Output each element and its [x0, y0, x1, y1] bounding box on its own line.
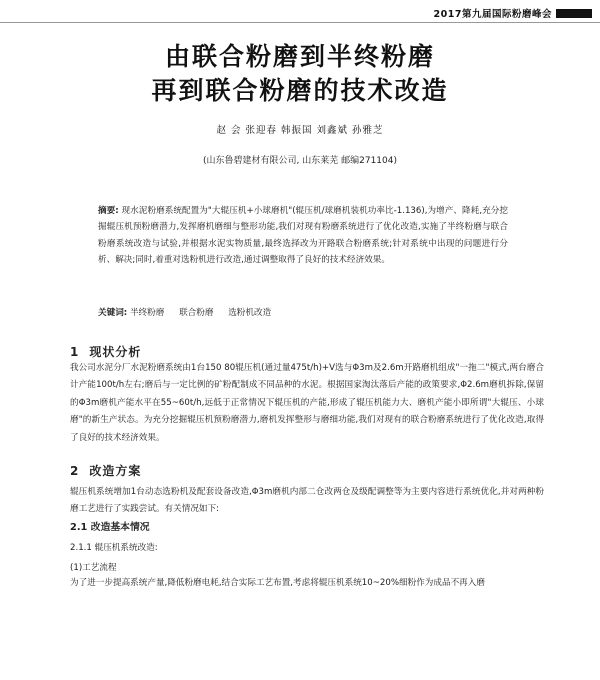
- section-heading-2: [70, 462, 141, 479]
- section-number: 2: [70, 464, 80, 478]
- keyword: 联合粉磨: [179, 308, 214, 318]
- section-1-paragraph: 我公司水泥分厂水泥粉磨系统由1台150 80辊压机(通过量475t/h)+V选与Φ3m及2.6m开路磨机组成"一拖二"模式,两台磨合计产能100t/h左右;磨后与一定比例的矿粉配制成不同品种的水泥。根据国家淘汰落后产能的政策要求,Φ2.6m磨机拆除,保留的Φ3m磨机产能水平在55~60t/h,远低于正常情况下辊压机的产能,形成了辊压机能力大、磨机产能小即所谓"大辊压、小球磨"的新生产状态。为充分挖掘辊压机预粉磨潜力,磨机发挥整形与磨细功能,我们对现有的联合粉磨系统进行了优化改造,取得了良好的技术经济效果。: [70, 363, 544, 443]
- keyword: 半终粉磨: [129, 308, 165, 318]
- keywords: [98, 306, 508, 318]
- keyword: 选粉机改造: [228, 308, 272, 318]
- list-item-label: (1)工艺流程: [70, 563, 117, 573]
- subsection-title: 改造基本情况: [90, 522, 150, 533]
- subsubsection-heading: [70, 541, 158, 553]
- header-divider: [0, 22, 600, 23]
- paper-title-line-2: 再到联合粉磨的技术改造: [151, 76, 449, 105]
- affiliation: (山东鲁碧建材有限公司, 山东莱芜 邮编271104): [203, 156, 397, 166]
- section-title: 改造方案: [89, 464, 142, 478]
- author-list: 赵 会 张迎春 韩振国 刘鑫斌 孙雅芝: [216, 125, 384, 136]
- paper-title-line-1: 由联合粉磨到半终粉磨: [164, 42, 435, 71]
- abstract-text: 现水泥粉磨系统配置为"大辊压机+小球磨机"(辊压机/球磨机装机功率比-1.136),为增产、降耗,充分挖掘辊压机预粉磨潜力,发挥磨机磨细与整形功能,我们对现有粉磨系统进行了优化改造,实施了半终粉磨与联合粉磨系统改造与试验,并根据水泥实物质量,最终选择改为开路联合粉磨系统;针对系统中出现的问题进行分析、解决;同时,着重对选粉机进行改造,通过调整取得了良好的技术经济效果。: [98, 206, 508, 265]
- abstract: [98, 203, 508, 268]
- subsection-number: 2.1: [70, 522, 88, 533]
- subsubsection-title: 辊压机系统改造:: [94, 543, 158, 553]
- header-bar-decoration: [556, 9, 592, 18]
- section-number: 1: [70, 345, 80, 359]
- abstract-label: 摘要:: [98, 206, 119, 216]
- section-2-paragraph: 辊压机系统增加1台动态选粉机及配套设备改造,Φ3m磨机内部二仓改两仓及级配调整等为主要内容进行系统优化,并对两种粉磨工艺进行了实践尝试。有关情况如下:: [70, 487, 544, 515]
- section-heading-1: [70, 343, 141, 360]
- section-title: 现状分析: [89, 345, 142, 359]
- subsection-heading: [70, 519, 150, 533]
- running-header: [434, 6, 592, 20]
- keywords-label: 关键词:: [98, 308, 128, 318]
- conference-name: 2017第九届国际粉磨峰会: [433, 9, 552, 20]
- subsubsection-number: 2.1.1: [70, 543, 92, 553]
- continuation-paragraph: 为了进一步提高系统产量,降低粉磨电耗,结合实际工艺布置,考虑将辊压机系统10~20%细粉作为成品不再入磨: [70, 578, 485, 588]
